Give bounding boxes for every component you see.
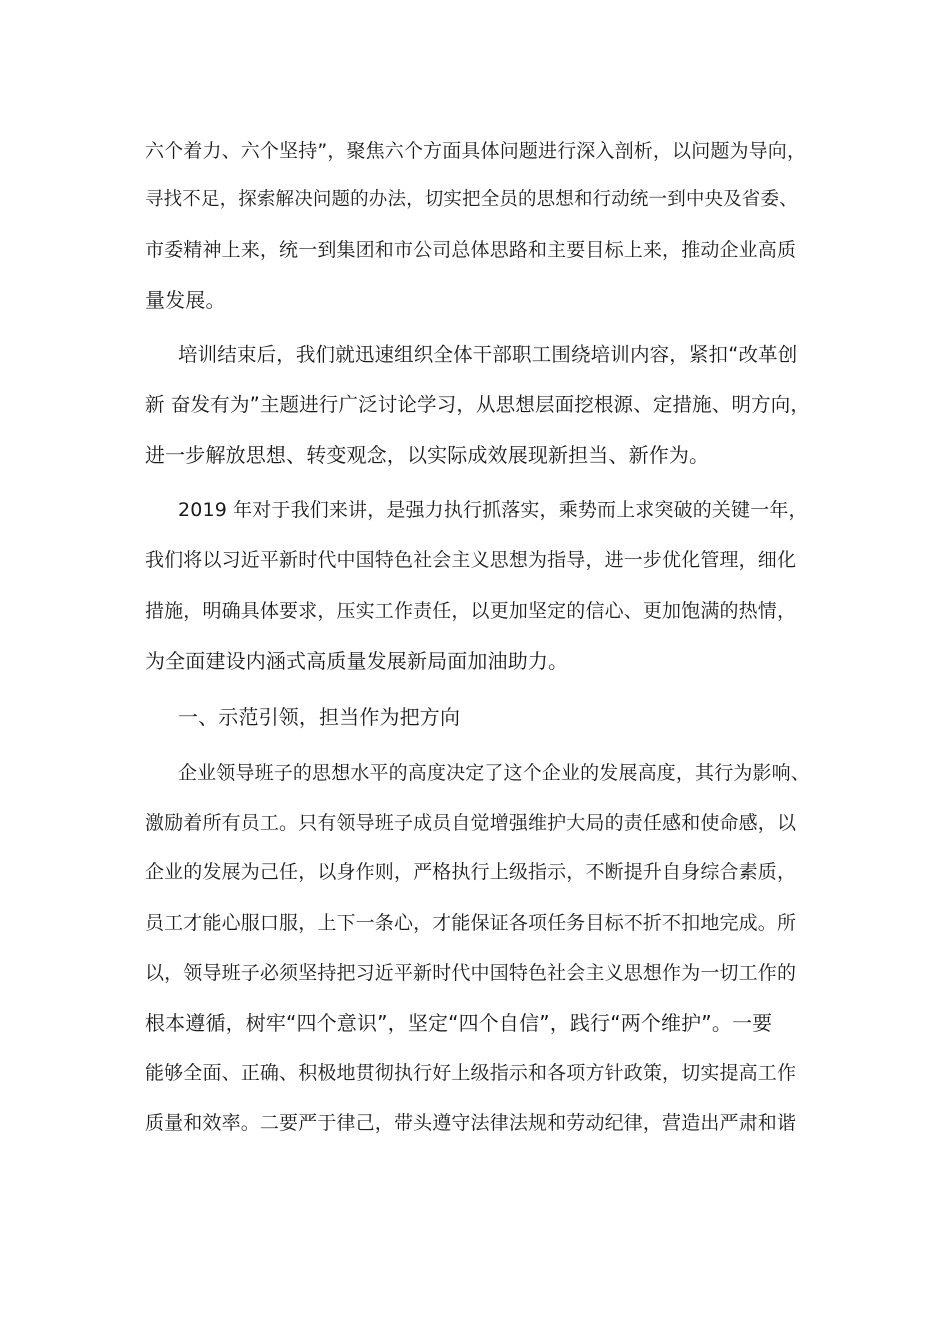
section-heading: 一、示范引领，担当作为把方向 (178, 705, 461, 729)
paragraph-4-line-7: 能够全面、正确、积极地贯彻执行好上级指示和各项方针政策，切实提高工作 (145, 1062, 797, 1084)
paragraph-2-line-2: 新 奋发有为”主题进行广泛讨论学习，从思想层面挖根源、定措施、明方向， (145, 393, 811, 416)
paragraph-1-line-3: 市委精神上来，统一到集团和市公司总体思路和主要目标上来，推动企业高质 (145, 239, 797, 261)
paragraph-4-line-4: 员工才能心服口服，上下一条心，才能保证各项任务目标不折不扣地完成。所 (145, 912, 797, 934)
paragraph-3-line-3: 措施，明确具体要求，压实工作责任，以更加坚定的信心、更加饱满的热情， (145, 600, 797, 622)
paragraph-4-line-6: 根本遵循，树牢“四个意识”，坚定“四个自信”，践行“两个维护”。一要 (145, 1011, 773, 1035)
paragraph-4-line-3: 企业的发展为己任，以身作则，严格执行上级指示，不断提升自身综合素质， (145, 861, 797, 883)
paragraph-4-line-2: 激励着所有员工。只有领导班子成员自觉增强维护大局的责任感和使命感，以 (145, 812, 797, 834)
paragraph-3-line-1: 2019 年对于我们来讲，是强力执行抓落实，乘势而上求突破的关键一年， (178, 499, 808, 521)
paragraph-3-line-4: 为全面建设内涵式高质量发展新局面加油助力。 (145, 649, 569, 673)
paragraph-4-line-5: 以，领导班子必须坚持把习近平新时代中国特色社会主义思想作为一切工作的 (145, 962, 797, 984)
paragraph-1-line-2: 寻找不足，探索解决问题的办法，切实把全员的思想和行动统一到中央及省委、 (145, 189, 798, 210)
paragraph-1-line-1: 六个着力、六个坚持”，聚焦六个方面具体问题进行深入剖析，以问题为导向， (145, 140, 807, 162)
paragraph-4-line-8: 质量和效率。二要严于律己，带头遵守法律法规和劳动纪律，营造出严肃和谐 (145, 1112, 797, 1134)
paragraph-2-line-3: 进一步解放思想、转变观念，以实际成效展现新担当、新作为。 (145, 443, 710, 467)
paragraph-2-line-1: 培训结束后，我们就迅速组织全体干部职工围绕培训内容，紧扣“改革创 (178, 343, 798, 366)
paragraph-4-line-1: 企业领导班子的思想水平的高度决定了这个企业的发展高度，其行为影响、 (178, 762, 810, 784)
paragraph-3-line-2: 我们将以习近平新时代中国特色社会主义思想为指导，进一步优化管理，细化 (145, 549, 797, 571)
paragraph-1-line-4: 量发展。 (145, 288, 226, 312)
